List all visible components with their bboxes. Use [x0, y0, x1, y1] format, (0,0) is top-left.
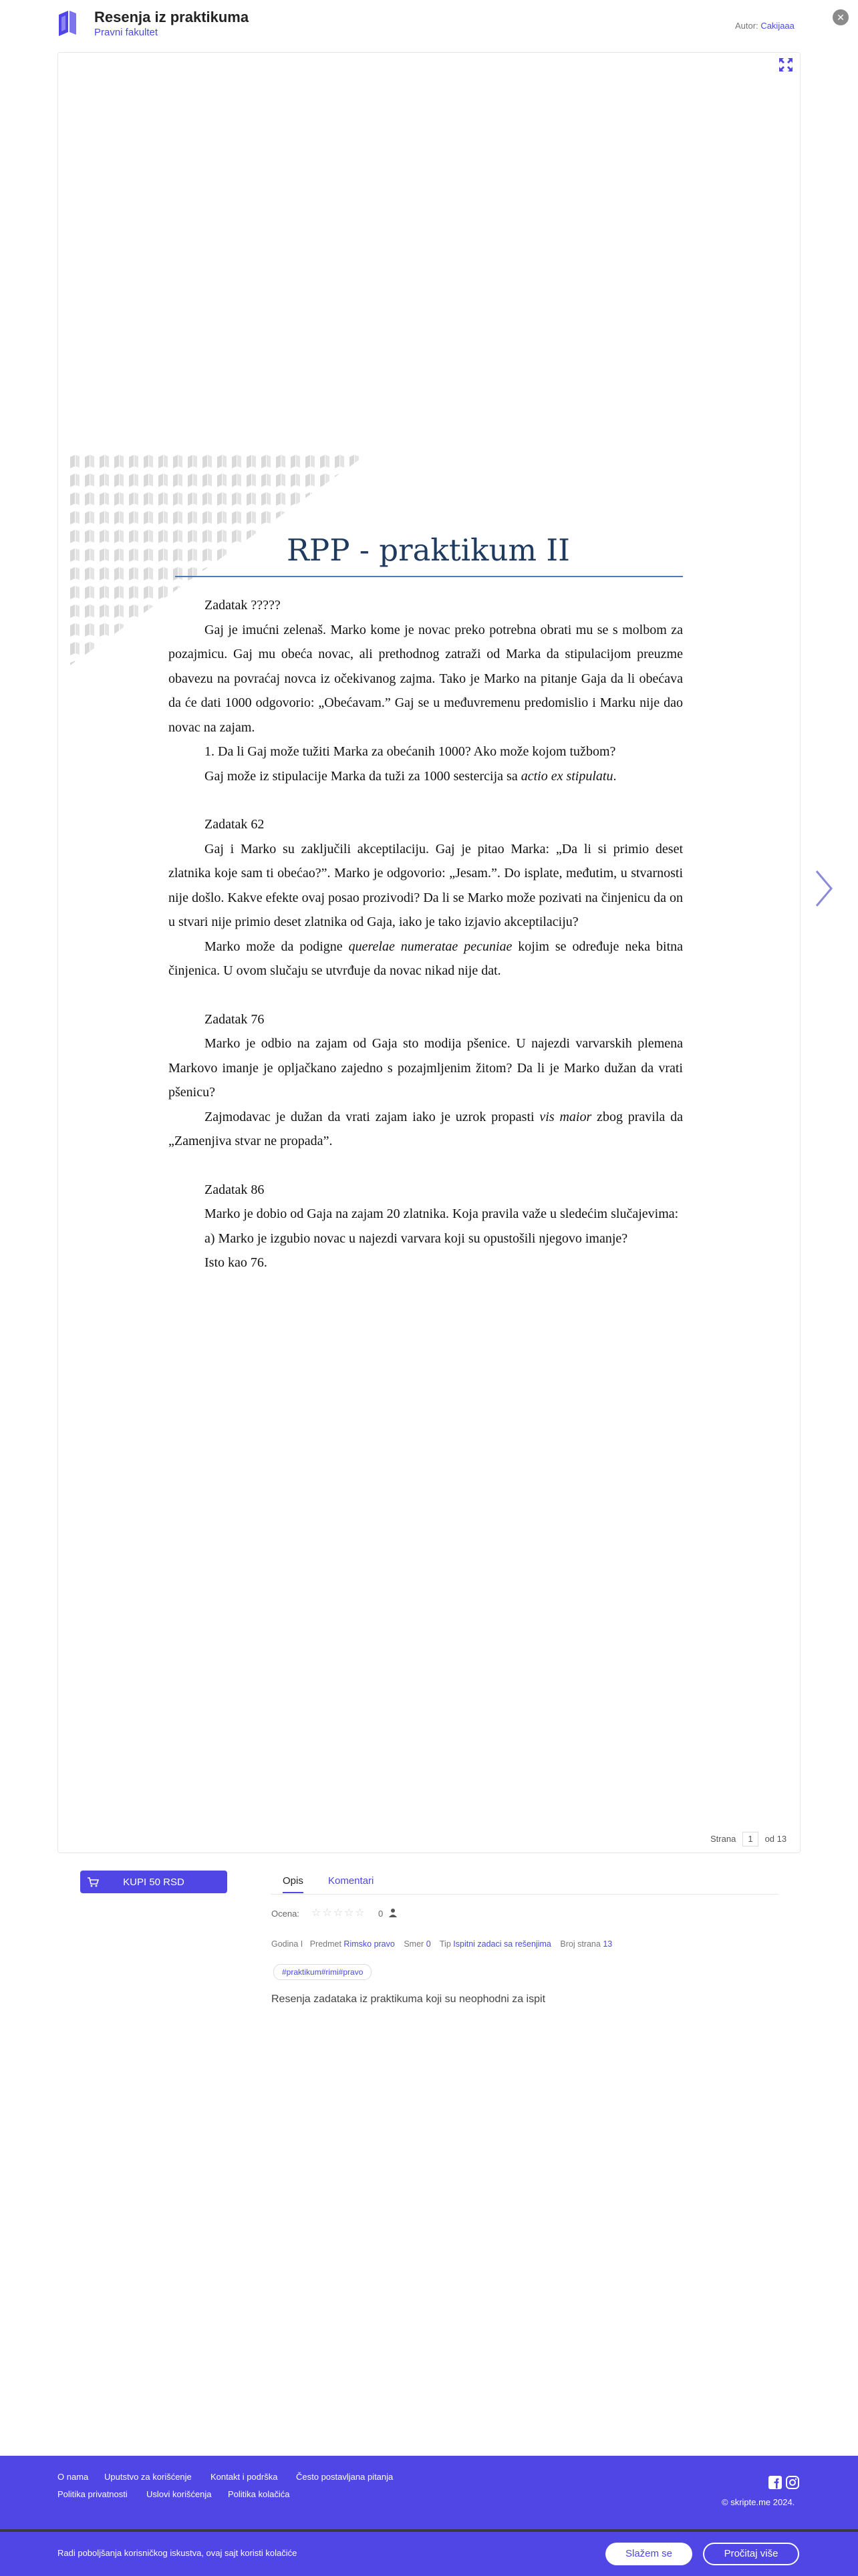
document-paragraph: Isto kao 76.	[204, 1255, 267, 1270]
page-title: RPP - praktikum II	[287, 532, 570, 568]
cookie-more-button[interactable]: Pročitaj više	[703, 2543, 799, 2565]
title-divider	[175, 576, 683, 577]
footer-link-privatnost[interactable]: Politika privatnosti	[57, 2489, 128, 2499]
footer	[0, 2456, 858, 2529]
cookie-text: Radi poboljšanja korisničkog iskustva, ovaj sajt koristi kolačiće	[57, 2548, 297, 2558]
instagram-icon[interactable]	[785, 2475, 800, 2490]
tab-komentari[interactable]: Komentari	[328, 1875, 374, 1887]
buy-button[interactable]	[80, 1871, 227, 1893]
paragraph-gap	[168, 983, 683, 1007]
details-tabs	[271, 1870, 778, 1895]
paragraph-gap	[168, 788, 683, 812]
footer-link-kontakt[interactable]: Kontakt i podrška	[210, 2472, 278, 2482]
meta-predmet-link[interactable]: Rimsko pravo	[343, 1939, 395, 1949]
author-label: Autor:	[735, 21, 758, 31]
faculty-link[interactable]: Pravni fakultet	[94, 27, 158, 38]
document-paragraph: Zadatak ?????	[204, 598, 281, 613]
cookie-banner	[0, 2529, 858, 2576]
document-paragraph: Gaj može iz stipulacije Marka da tuži za 1000 sestercija sa actio ex stipulatu.	[204, 768, 617, 784]
author-link[interactable]: Cakijaaa	[760, 21, 795, 31]
meta-broj-value: 13	[603, 1939, 613, 1949]
person-icon	[389, 1908, 397, 1917]
document-meta	[271, 1939, 619, 1949]
document-paragraph: Marko može da podigne querelae numeratae pecuniae kojim se određuje neka bitna činjenica. U ovom slučaju se utvrđuje da novac nikad nije dat.	[168, 939, 684, 978]
document-paragraph: Gaj je imućni zelenaš. Marko kome je novac preko potrebna obrati mu se s molbom za pozajmicu. Gaj mu obeća novac, ali prethodnog zatraži od Marka da stipulacijom preuzme obavezu na povraćaj novca iz očekivanog zajma. Tako je Marko na pitanje Gaja da li obećava da će dati 1000 odgovorio: „Obećavam.” Gaj se u međuvremenu predomislio i Marku nije dao novac na zajam.	[168, 622, 683, 735]
meta-tip-label: Tip	[439, 1939, 451, 1949]
tab-opis[interactable]: Opis	[283, 1875, 303, 1893]
paragraph-gap	[168, 1154, 683, 1178]
tag-pill[interactable]: #praktikum#rimi#pravo	[273, 1964, 372, 1980]
rating-stars[interactable]: ☆☆☆☆☆	[311, 1907, 366, 1919]
pager-total: od 13	[764, 1834, 787, 1844]
document-paragraph: Gaj i Marko su zaključili akceptilaciju. Gaj je pitao Marka: „Da li si primio deset zlatnika koje sam ti obećao?”. Marko je odgovorio: „Jesam.”. Do isplate, međutim, u stvarnosti nije došlo. Kakve efekte ovaj posao prozivodi? Da li se Marko može pozivati na činjenicu da on u stvari nije primio deset zlatnika od Gaja, iako je tako izjavio akceptilaciju?	[168, 841, 683, 929]
meta-godina: Godina I	[271, 1939, 303, 1949]
document-paragraph: Zadatak 62	[204, 817, 265, 832]
footer-link-kolacici[interactable]: Politika kolačića	[228, 2489, 290, 2499]
pager-label: Strana	[710, 1834, 736, 1844]
copyright: © skripte.me 2024.	[722, 2497, 795, 2507]
buy-label: KUPI 50 RSD	[123, 1877, 184, 1888]
document-paragraph: 1. Da li Gaj može tužiti Marka za obećanih 1000? Ako može kojom tužbom?	[204, 744, 616, 759]
document-paragraph: Marko je dobio od Gaja na zajam 20 zlatnika. Koja pravila važe u sledećim slučajevima:	[204, 1206, 679, 1221]
page-indicator	[710, 1832, 786, 1846]
rating-count: 0	[378, 1909, 384, 1919]
document-paragraph: Marko je odbio na zajam od Gaja sto modija pšenice. U najezdi varvarskih plemena Markovo imanje je opljačkano zajedno s pozajmljenim žitom? Da li je Marko dužan da vrati pšenicu?	[168, 1036, 683, 1100]
close-icon[interactable]: ✕	[833, 9, 849, 25]
document-paragraph: a) Marko je izgubio novac u najezdi varvara koji su opustošili njegovo imanje?	[204, 1231, 628, 1246]
fullscreen-icon[interactable]	[777, 56, 795, 73]
author-info	[735, 21, 795, 31]
document-paragraph: Zadatak 76	[204, 1011, 265, 1027]
page-number-input[interactable]: 1	[742, 1832, 758, 1846]
footer-link-uputstvo[interactable]: Uputstvo za korišćenje	[104, 2472, 192, 2482]
footer-link-faq[interactable]: Često postavljana pitanja	[296, 2472, 394, 2482]
footer-link-o-nama[interactable]: O nama	[57, 2472, 89, 2482]
meta-broj-label: Broj strana	[560, 1939, 601, 1949]
rating-label: Ocena:	[271, 1909, 299, 1919]
cookie-accept-button[interactable]: Slažem se	[605, 2543, 692, 2565]
meta-smer-link[interactable]: 0	[426, 1939, 431, 1949]
facebook-icon[interactable]	[768, 2475, 782, 2490]
meta-tip-link[interactable]: Ispitni zadaci sa rešenjima	[453, 1939, 551, 1949]
meta-predmet-label: Predmet	[309, 1939, 341, 1949]
document-page-body	[168, 593, 683, 1275]
document-title: Resenja iz praktikuma	[94, 9, 249, 25]
meta-smer-label: Smer	[404, 1939, 424, 1949]
document-paragraph: Zadatak 86	[204, 1182, 265, 1197]
document-paragraph: Zajmodavac je dužan da vrati zajam iako je uzrok propasti vis maior zbog pravila da „Zamenjiva stvar ne propada”.	[168, 1109, 683, 1148]
header	[0, 0, 858, 50]
description: Resenja zadataka iz praktikuma koji su neophodni za ispit	[271, 1993, 546, 2005]
chevron-right-icon[interactable]	[814, 868, 834, 909]
book-logo-icon[interactable]	[57, 9, 78, 37]
footer-link-uslovi[interactable]: Uslovi korišćenja	[146, 2489, 212, 2499]
